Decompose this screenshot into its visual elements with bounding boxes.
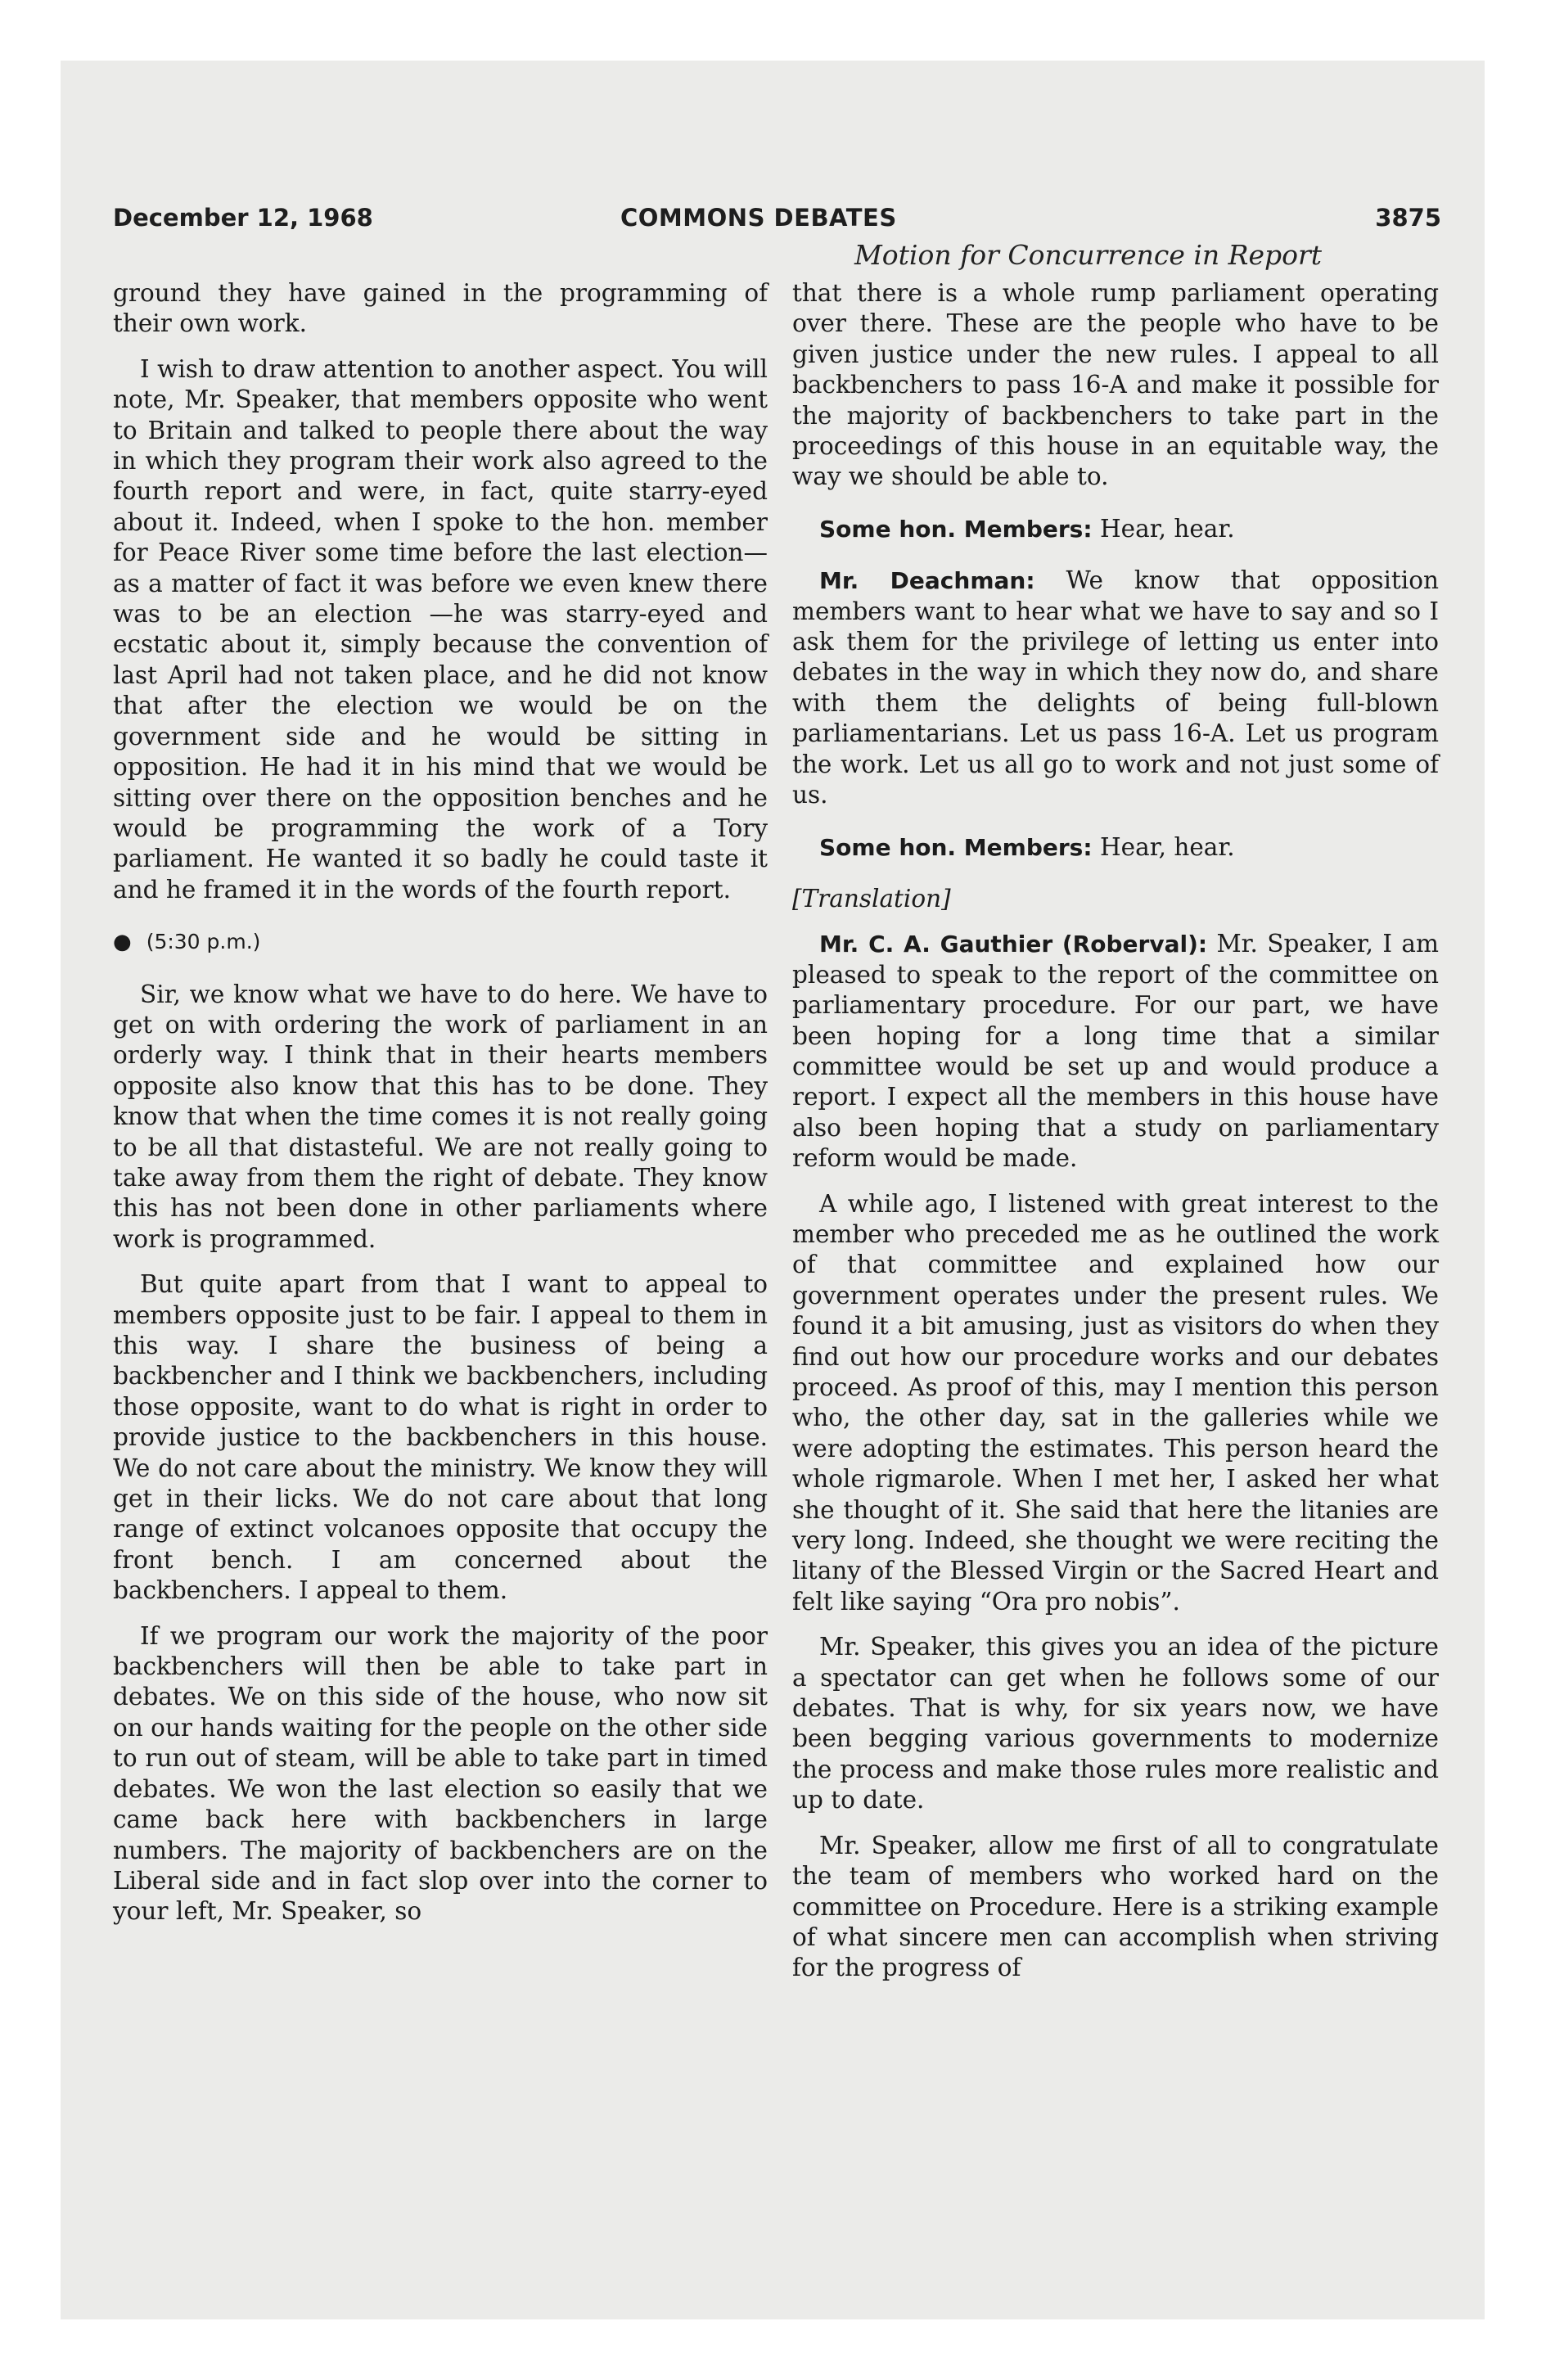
right-column xyxy=(792,278,1439,1984)
left-paragraph-2: I wish to draw attention to another aspect. You will note, Mr. Speaker, that members opposite who went to Britain and talked to people there about the way in which they program their work also agreed to the fourth report and were, in fact, quite starry-eyed about it. Indeed, when I spoke to the hon. member for Peace River some time before the last election—as a matter of fact it was before we even knew there was to be an election —he was starry-eyed and ecstatic about it, simply because the convention of last April had not taken place, and he did not know that after the election we would be on the government side and he would be sitting in opposition. He had it in his mind that we would be sitting over there on the opposition benches and he would be programming the work of a Tory parliament. He wanted it so badly he could taste it and he framed it in the words of the fourth report. xyxy=(113,354,768,904)
interjection-text: Hear, hear. xyxy=(1099,514,1235,543)
time-stamp-text: (5:30 p.m.) xyxy=(146,930,261,954)
right-paragraph-1: that there is a whole rump parliament operating over there. These are the people who have to be given justice under the new rules. I appeal to all backbenchers to pass 16-A and make it possible for the majority of backbenchers to take part in the proceedings of this house in an equitable way, the way we should be able to. xyxy=(792,279,1439,491)
right-paragraph-3: Mr. Speaker, this gives you an idea of the picture a spectator can get when he follows some of our debates. That is why, for six years now, we have been begging various governments to modernize the process and make those rules more realistic and up to date. xyxy=(792,1633,1439,1814)
speaker-name: Some hon. Members: xyxy=(819,833,1093,861)
interjection-1 xyxy=(792,514,1439,544)
translation-marker: [Translation] xyxy=(792,884,951,913)
bullet-icon: ● xyxy=(113,930,132,955)
speaker-name: Some hon. Members: xyxy=(819,515,1093,543)
right-paragraph-2: A while ago, I listened with great interest to the member who preceded me as he outlined the work of that committee and explained how our government operates under the present rules. We found it a bit amusing, just as visitors do when they find out how our procedure works and our debates proceed. As proof of this, may I mention this person who, the other day, sat in the galleries while we were adopting the estimates. This person heard the whole rigmarole. When I met her, I asked her what she thought of it. She said that here the litanies are very long. Indeed, she thought we were reciting the litany of the Blessed Virgin or the Sacred Heart and felt like saying “Ora pro nobis”. xyxy=(792,1189,1439,1616)
header-publication: COMMONS DEBATES xyxy=(620,204,897,232)
left-paragraph-3: Sir, we know what we have to do here. We have to get on with ordering the work of parliament in an orderly way. I think that in their hearts members opposite also know that this has to be done. They know that when the time comes it is not really going to be all that distasteful. We are not really going to take away from them the right of debate. They know this has not been done in other parliaments where work is programmed. xyxy=(113,980,768,1253)
speaker-name: Mr. C. A. Gauthier (Roberval): xyxy=(819,931,1208,958)
speech-text: We know that opposition members want to hear what we have to say and so I ask them for the privilege of letting us enter into debates in the way in which they now do, and share with them the delights of being full-blown parliamentarians. Let us pass 16-A. Let us program the work. Let us all go to work and not just some of us. xyxy=(792,566,1439,809)
speech-text: Mr. Speaker, I am pleased to speak to the report of the committee on parliamentary procedure. For our part, we have been hoping for a long time that a similar committee would be set up and would produce a report. I expect all the members in this house have also been hoping that a study on parliamentary reform would be made. xyxy=(792,930,1439,1173)
gauthier-speech xyxy=(792,929,1439,1174)
left-paragraph-4: But quite apart from that I want to appeal to members opposite just to be fair. I appeal to them in this way. I share the business of being a backbencher and I think we backbenchers, including those opposite, want to do what is right in order to provide justice to the backbenchers in this house. We do not care about the ministry. We know they will get in their licks. We do not care about that long range of extinct volcanoes opposite that occupy the front bench. I am concerned about the backbenchers. I appeal to them. xyxy=(113,1270,768,1605)
header-page-number: 3875 xyxy=(1375,204,1441,232)
section-subtitle: Motion for Concurrence in Report xyxy=(854,239,1323,271)
header-date: December 12, 1968 xyxy=(113,204,373,232)
speaker-name: Mr. Deachman: xyxy=(819,567,1035,595)
deachman-speech xyxy=(792,566,1439,810)
left-column xyxy=(113,278,768,1927)
left-paragraph-5: If we program our work the majority of the poor backbenchers will then be able to take part in debates. We on this side of the house, who now sit on our hands waiting for the people on the other side to run out of steam, will be able to take part in timed debates. We won the last election so easily that we came back here with backbenchers in large numbers. The majority of backbenchers are on the Liberal side and in fact slop over into the corner to your left, Mr. Speaker, so xyxy=(113,1621,768,1926)
interjection-2 xyxy=(792,832,1439,863)
left-paragraph-1: ground they have gained in the programming of their own work. xyxy=(113,279,768,338)
time-stamp xyxy=(113,926,768,958)
right-paragraph-4: Mr. Speaker, allow me first of all to congratulate the team of members who worked hard on the committee on Procedure. Here is a striking example of what sincere men can accomplish when striving for the progress of xyxy=(792,1831,1439,1982)
interjection-text: Hear, hear. xyxy=(1099,832,1235,861)
